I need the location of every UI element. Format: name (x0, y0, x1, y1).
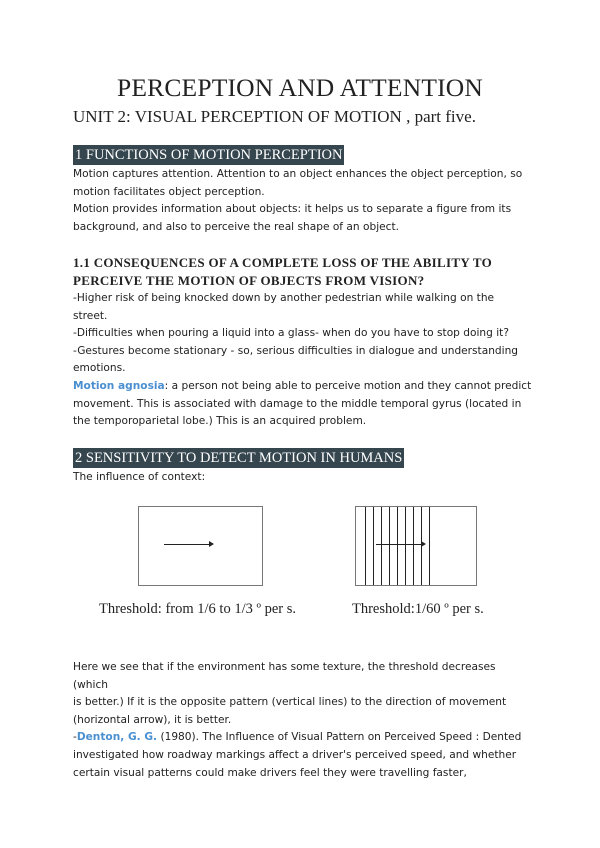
vertical-line (413, 507, 414, 585)
vertical-line (397, 507, 398, 585)
paragraph-line: Motion captures attention. Attention to an object enhances the object perception, so (73, 168, 523, 180)
vertical-line (429, 507, 430, 585)
section-1-1-heading (73, 254, 533, 290)
paragraph-line: street. (73, 309, 108, 322)
denton-citation: (1980). The Influence of Visual Pattern on Perceived Speed : Dented (157, 731, 522, 744)
threshold-caption-left: Threshold: from 1/6 to 1/3 º per s. (99, 601, 296, 617)
motion-agnosia-term: Motion agnosia (73, 379, 165, 392)
denton-line (73, 729, 533, 747)
paragraph-line: (horizontal arrow), it is better. (73, 713, 232, 726)
section-1-body (73, 166, 533, 236)
plain-background-figure (138, 506, 263, 586)
paragraph-line: movement. This is associated with damage to the middle temporal gyrus (located in (73, 397, 522, 410)
horizontal-arrow (376, 544, 424, 545)
paragraph-line: investigated how roadway markings affect a driver's perceived speed, and whether (73, 748, 517, 761)
paragraph-line: -Gestures become stationary - so, serious difficulties in dialogue and understanding (73, 344, 519, 357)
paragraph-line: background, and also to perceive the real shape of an object. (73, 220, 399, 233)
striped-background-figure (355, 506, 477, 586)
section-1-1-body (73, 290, 533, 431)
unit-subtitle: UNIT 2: VISUAL PERCEPTION OF MOTION , part five. (73, 107, 476, 126)
section-2-body (73, 659, 533, 782)
paragraph-line: emotions. (73, 362, 126, 375)
paragraph-line: Here we see that if the environment has some texture, the threshold decreases (which (73, 661, 496, 691)
heading-line: PERCEIVE THE MOTION OF OBJECTS FROM VISION? (73, 273, 425, 288)
context-intro: The influence of context: (73, 471, 206, 483)
denton-author: Denton, G. G. (76, 731, 158, 744)
paragraph-line: -Difficulties when pouring a liquid into a glass- when do you have to stop doing it? (73, 327, 509, 340)
vertical-line (365, 507, 366, 585)
paragraph-line: -Higher risk of being knocked down by another pedestrian while walking on the (73, 292, 495, 304)
agnosia-line (73, 378, 533, 396)
vertical-line (405, 507, 406, 585)
paragraph-line: certain visual patterns could make drivers feel they were travelling faster, (73, 766, 467, 779)
section-1-heading: 1 FUNCTIONS OF MOTION PERCEPTION (75, 147, 343, 163)
denton-prefix: - (73, 731, 77, 744)
vertical-line (381, 507, 382, 585)
paragraph-line: the temporoparietal lobe.) This is an acquired problem. (73, 415, 367, 428)
threshold-caption-right: Threshold:1/60 º per s. (352, 601, 484, 617)
vertical-line (373, 507, 374, 585)
paragraph-line: Motion provides information about objects: it helps us to separate a figure from its (73, 203, 512, 216)
page-title: PERCEPTION AND ATTENTION (116, 73, 484, 102)
section-2-heading: 2 SENSITIVITY TO DETECT MOTION IN HUMANS (75, 450, 403, 466)
paragraph-line: is better.) If it is the opposite pattern (vertical lines) to the direction of movement (73, 696, 507, 709)
heading-line: 1.1 CONSEQUENCES OF A COMPLETE LOSS OF THE ABILITY TO (73, 255, 493, 270)
agnosia-definition: : a person not being able to perceive motion and they cannot predict (164, 379, 532, 392)
paragraph-line: motion facilitates object perception. (73, 185, 265, 198)
vertical-line (389, 507, 390, 585)
horizontal-arrow (164, 544, 212, 545)
